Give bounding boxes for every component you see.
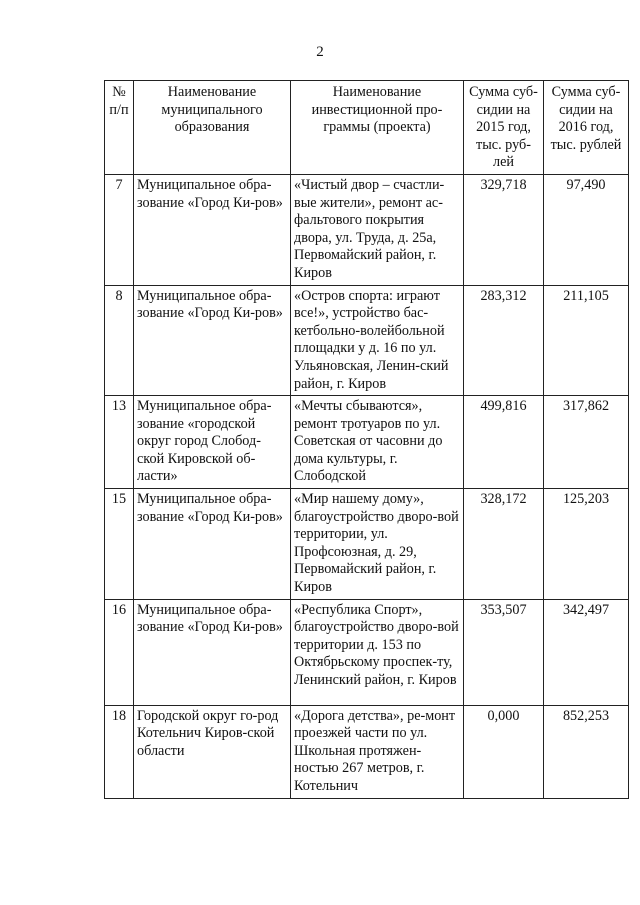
row-municipality: Муниципальное обра-зование «Город Ки-ров» — [134, 489, 291, 600]
row-number: 7 — [105, 174, 134, 285]
row-sum-2015: 353,507 — [464, 599, 544, 705]
row-program: «Республика Спорт», благоустройство дворо-вой территории д. 153 по Октябрьскому проспек-ту, Ленинский район, г. Киров — [291, 599, 464, 705]
row-program: «Дорога детства», ре-монт проезжей части по ул. Школьная протяжен-ностью 267 метров, г. Котельнич — [291, 705, 464, 798]
row-number: 16 — [105, 599, 134, 705]
row-sum-2016: 342,497 — [544, 599, 629, 705]
header-sum-2016: Сумма суб-сидии на 2016 год, тыс. рублей — [544, 81, 629, 175]
table-row — [105, 396, 629, 489]
row-sum-2016: 317,862 — [544, 396, 629, 489]
row-municipality: Городской округ го-род Котельнич Киров-ской области — [134, 705, 291, 798]
row-municipality: Муниципальное обра-зование «Город Ки-ров» — [134, 174, 291, 285]
row-program: «Остров спорта: играют все!», устройство бас-кетбольно-волейбольной площадки у д. 16 по ул. Ульяновская, Ленин-ский район, г. Киров — [291, 285, 464, 396]
row-municipality: Муниципальное обра-зование «городской округ город Слобод-ской Кировской об-ласти» — [134, 396, 291, 489]
table-body — [105, 174, 629, 798]
header-municipality: Наименование муниципального образования — [134, 81, 291, 175]
subsidies-table — [104, 80, 629, 799]
table-row — [105, 174, 629, 285]
row-program: «Чистый двор – счастли-вые жители», ремонт ас-фальтового покрытия двора, ул. Труда, д. 25а, Первомайский район, г. Киров — [291, 174, 464, 285]
row-sum-2016: 97,490 — [544, 174, 629, 285]
table-row — [105, 285, 629, 396]
row-program: «Мир нашему дому», благоустройство дворо-вой территории, ул. Профсоюзная, д. 29, Первомайский район, г. Киров — [291, 489, 464, 600]
row-sum-2015: 329,718 — [464, 174, 544, 285]
header-program: Наименование инвестиционной про-граммы (проекта) — [291, 81, 464, 175]
row-number: 15 — [105, 489, 134, 600]
table-row — [105, 599, 629, 705]
row-sum-2015: 0,000 — [464, 705, 544, 798]
row-program: «Мечты сбываются», ремонт тротуаров по ул. Советская от часовни до дома культуры, г. Слободской — [291, 396, 464, 489]
row-municipality: Муниципальное обра-зование «Город Ки-ров» — [134, 599, 291, 705]
table-row — [105, 489, 629, 600]
page-number: 2 — [316, 44, 324, 60]
row-sum-2015: 328,172 — [464, 489, 544, 600]
row-sum-2015: 283,312 — [464, 285, 544, 396]
header-sum-2015: Сумма суб-сидии на 2015 год, тыс. руб-лей — [464, 81, 544, 175]
row-number: 13 — [105, 396, 134, 489]
header-row — [105, 81, 629, 175]
header-number: № п/п — [105, 81, 134, 175]
row-sum-2016: 211,105 — [544, 285, 629, 396]
row-municipality: Муниципальное обра-зование «Город Ки-ров» — [134, 285, 291, 396]
row-number: 18 — [105, 705, 134, 798]
row-sum-2016: 852,253 — [544, 705, 629, 798]
row-sum-2016: 125,203 — [544, 489, 629, 600]
row-number: 8 — [105, 285, 134, 396]
row-sum-2015: 499,816 — [464, 396, 544, 489]
table-header — [105, 81, 629, 175]
table-row — [105, 705, 629, 798]
